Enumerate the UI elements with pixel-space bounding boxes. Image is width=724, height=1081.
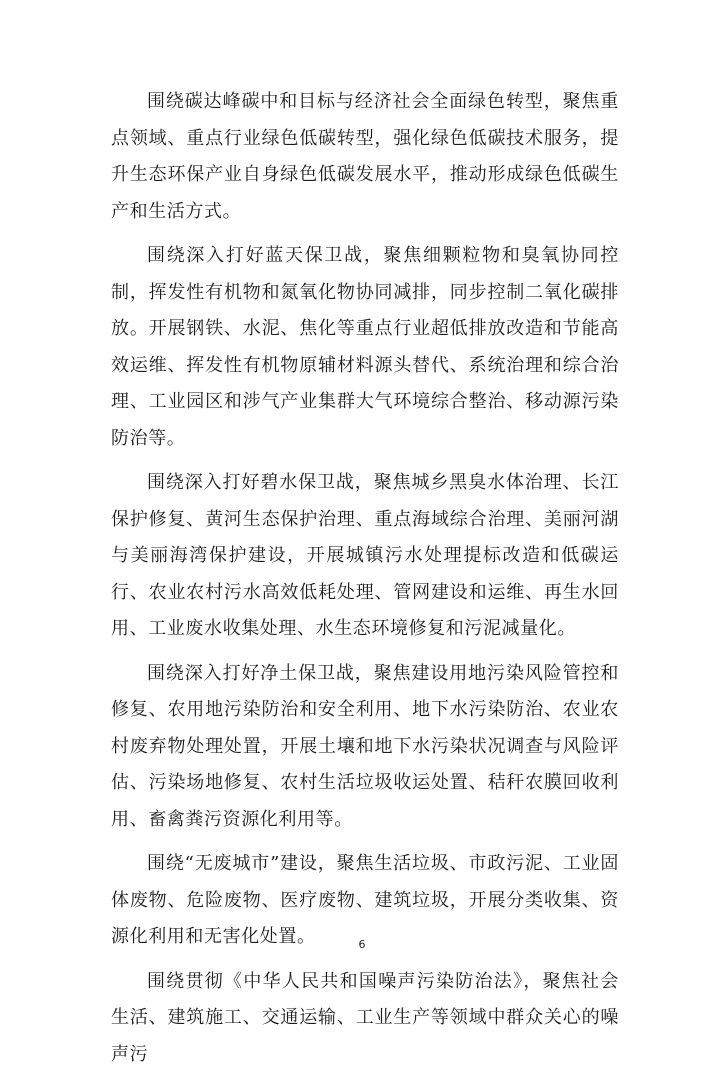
paragraph-blue-sky: 围绕深入打好蓝天保卫战，聚焦细颗粒物和臭氧协同控制，挥发性有机物和氮氧化物协同减排，同步控制二氧化碳排放。开展钢铁、水泥、焦化等重点行业超低排放改造和节能高效运维、挥发性有机物原辅材料源头替代、系统治理和综合治理、工业园区和涉气产业集群大气环境综合整治、移动源污染防治等。 (111, 245, 619, 449)
body-text (111, 84, 619, 1081)
paragraph-zero-waste-city: 围绕“无废城市”建设，聚焦生活垃圾、市政污泥、工业固体废物、危险废物、医疗废物、建筑垃圾，开展分类收集、资源化利用和无害化处置。 (111, 853, 619, 947)
paragraph-clear-water: 围绕深入打好碧水保卫战，聚焦城乡黑臭水体治理、长江保护修复、黄河生态保护治理、重点海域综合治理、美丽河湖与美丽海湾保护建设，开展城镇污水处理提标改造和低碳运行、农业农村污水高效低耗处理、管网建设和运维、再生水回用、工业废水收集处理、水生态环境修复和污泥减量化。 (111, 472, 619, 639)
page-number: 6 (358, 938, 366, 951)
paragraph-carbon-peak: 围绕碳达峰碳中和目标与经济社会全面绿色转型，聚焦重点领域、重点行业绿色低碳转型，强化绿色低碳技术服务，提升生态环保产业自身绿色低碳发展水平，推动形成绿色低碳生产和生活方式。 (111, 91, 619, 222)
paragraph-clean-soil: 围绕深入打好净土保卫战，聚焦建设用地污染风险管控和修复、农用地污染防治和安全利用、地下水污染防治、农业农村废弃物处理处置，开展土壤和地下水污染状况调查与风险评估、污染场地修复、农村生活垃圾收运处置、秸秆农膜回收利用、畜禽粪污资源化利用等。 (111, 662, 619, 830)
paragraph-noise-pollution: 围绕贯彻《中华人民共和国噪声污染防治法》，聚焦社会生活、建筑施工、交通运输、工业生产等领域中群众关心的噪声污 (111, 970, 619, 1065)
